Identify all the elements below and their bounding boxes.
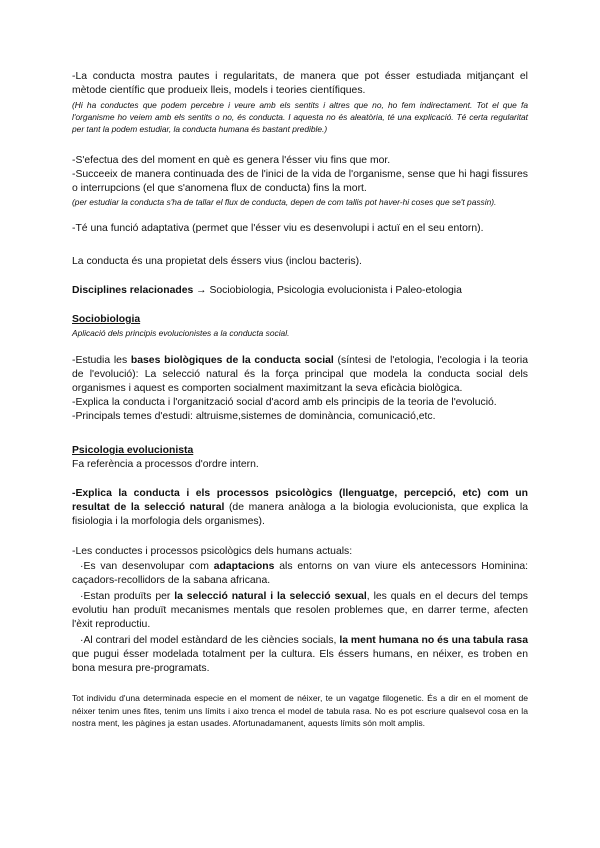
text: ·Al contrari del model estàndard de les ciències socials,	[80, 635, 340, 646]
heading-sociobiologia: Sociobiologia	[72, 314, 141, 325]
psicologia-list-intro: -Les conductes i processos psicològics dels humans actuals:	[72, 546, 353, 557]
sociobiologia-studies	[72, 354, 528, 396]
psicologia-explains	[72, 487, 528, 529]
heading-psicologia-evolucionista: Psicologia evolucionista	[72, 445, 194, 456]
text: (síntesi de l'etologia, l'ecologia i la teoria de l'evolució): La selecció natural és la força principal que modela la conducta social dels organismes i aquest es comporten socialment maximitzant la seva eficàcia biològica.	[72, 355, 528, 394]
text: , les quals en el decurs del temps evolutiu han produït mecanismes mentals que resolen problemes que, en darrer terme, afecten l'èxit reproductiu.	[72, 591, 528, 630]
text: -Estudia les	[72, 355, 131, 366]
paragraph-lifespan: -S'efectua des del moment en què es genera l'ésser viu fins que mor.	[72, 155, 391, 166]
sociobiologia-explains: -Explica la conducta i l'organització social d'acord amb els principis de la teoria de l'evolució.	[72, 397, 497, 408]
list-item-adaptations	[72, 560, 528, 588]
bold-text: la selecció natural i la selecció sexual	[174, 591, 367, 602]
bold-text: bases biològiques de la conducta social	[130, 355, 334, 366]
bold-text: la ment humana no és una tabula rasa	[339, 635, 528, 646]
note-perception: (Hi ha conductes que podem percebre i veure amb els sentits i altres que no, ho fem indirectament. Tot el que fa l'organisme ho veiem amb els sentits o no, és conducta. I aquesta no és aleatòria, té una explicació. Té certa regularitat per tant la podem estudiar, la conducta humana és bastant predible.)	[72, 100, 528, 135]
paragraph-regularities: -La conducta mostra pautes i regularitats, de manera que pot ésser estudiada mitjançant el mètode científic que produeix lleis, models i teories científiques.	[72, 71, 528, 96]
related-disciplines	[72, 284, 528, 298]
bold-text: -Explica la conducta i els processos psicològics (llenguatge, percepció, etc) com un resultat de la selecció natural	[72, 488, 528, 513]
related-disciplines-label: Disciplines relacionades	[72, 285, 194, 296]
related-disciplines-list: → Sociobiologia, Psicologia evolucionista i Paleo-etologia	[193, 285, 462, 296]
bold-text: adaptacions	[213, 561, 275, 572]
text: ·Es van desenvolupar com	[80, 561, 214, 572]
paragraph-continuity: -Succeeix de manera continuada des de l'inici de la vida de l'organisme, sense que hi hagi fissures o interrupcions (el que s'anomena flux de conducta) fins la mort.	[72, 169, 528, 194]
text: que pugui ésser modelada totalment per la cultura. Els éssers humans, en néixer, es troben en bona mesura pre-programats.	[72, 649, 528, 674]
text: ·Estan produïts per	[80, 591, 175, 602]
sociobiologia-topics: -Principals temes d'estudi: altruisme,sistemes de dominància, comunicació,etc.	[72, 411, 436, 422]
text: (de manera anàloga a la biologia evolucionista, que explica la fisiologia i la morfologia dels organismes).	[72, 502, 528, 527]
paragraph-property: La conducta és una propietat dels éssers vius (inclou bacteris).	[72, 256, 362, 267]
text: als entorns on van viure els antecessors Hominina: caçadors-recollidors de la sabana africana.	[72, 561, 529, 586]
paragraph-adaptive: -Té una funció adaptativa (permet que l'ésser viu es desenvolupi i actuï en el seu entorn).	[72, 223, 484, 234]
psicologia-intro: Fa referència a processos d'ordre intern.	[72, 459, 259, 470]
sociobiologia-subtitle: Aplicació dels principis evolucionistes a la conducta social.	[72, 328, 290, 338]
list-item-selection	[72, 590, 528, 632]
closing-paragraph: Tot individu d'una determinada especie en el moment de néixer, te un vagatge filogenetic. És a dir en el moment de néixer tenim unes fites, tenim uns límits i aixo trenca el model de tabula rasa. No es pot escriure qualsevol cosa en la nostra ment, les pàgines ja estan usades. Afortunadamanent, aquests límits són molt amplis.	[72, 693, 528, 729]
list-item-tabula-rasa	[72, 634, 528, 676]
note-flux: (per estudiar la conducta s'ha de tallar el flux de conducta, depen de com tallis pot haver-hi coses que se't passin).	[72, 197, 497, 207]
